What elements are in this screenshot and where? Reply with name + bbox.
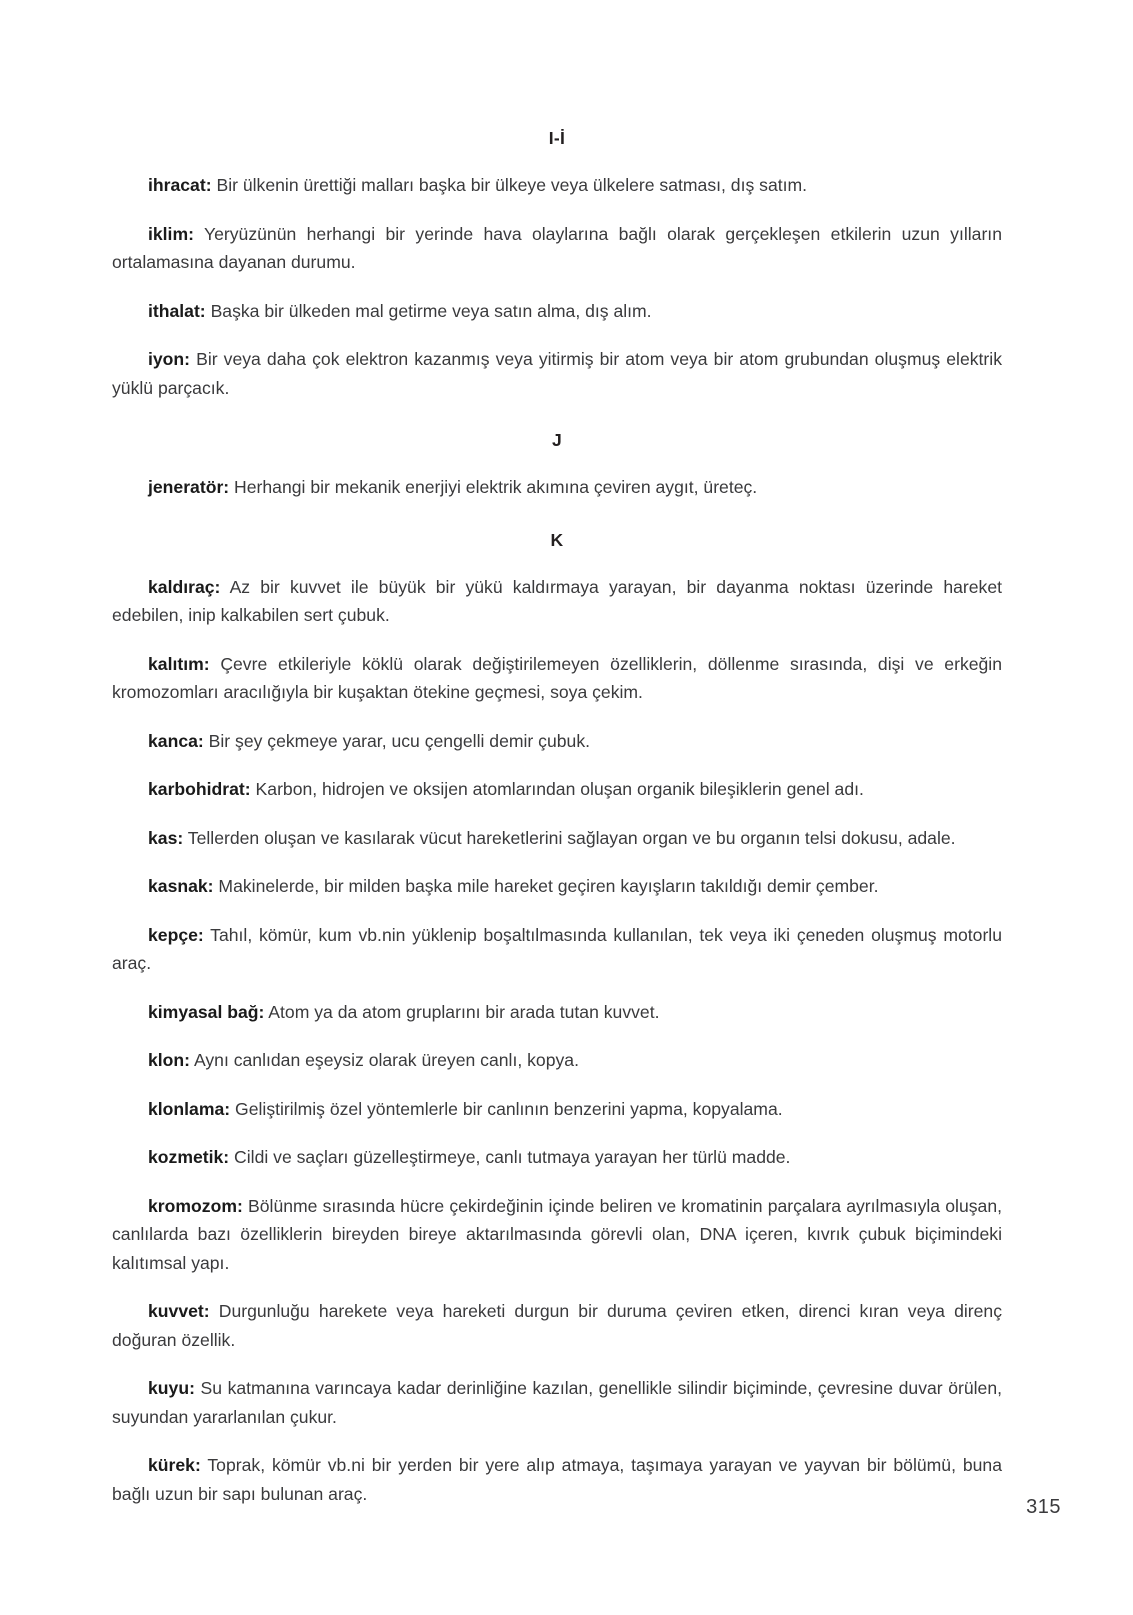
entry-term: klon: bbox=[148, 1050, 191, 1070]
glossary-entry bbox=[112, 872, 1002, 901]
entry-definition: Bir ülkenin ürettiği malları başka bir ülkeye veya ülkelere satması, dış satım. bbox=[216, 175, 808, 195]
entry-definition: Geliştirilmiş özel yöntemlerle bir canlının benzerini yapma, kopyalama. bbox=[235, 1098, 783, 1119]
glossary-entry bbox=[112, 171, 1002, 200]
page-number: 315 bbox=[1026, 1496, 1061, 1518]
glossary-content bbox=[112, 128, 1002, 1508]
glossary-entry bbox=[112, 297, 1002, 326]
entry-term: kanca: bbox=[148, 730, 204, 751]
entry-term: jeneratör: bbox=[148, 477, 230, 497]
entry-definition: Yeryüzünün herhangi bir yerinde hava olaylarına bağlı olarak gerçekleşen etkilerin uzun yılların ortalamasına dayanan durumu. bbox=[112, 223, 1002, 272]
entry-term: kromozom: bbox=[148, 1195, 243, 1216]
entry-definition: Atom ya da atom gruplarını bir arada tutan kuvvet. bbox=[268, 1001, 660, 1022]
entry-term: kaldıraç: bbox=[148, 576, 221, 597]
entry-definition: Az bir kuvvet ile büyük bir yükü kaldırmaya yarayan, bir dayanma noktası üzerinde hareket edebilen, inip kalkabilen sert çubuk. bbox=[112, 576, 1003, 625]
entry-term: iyon: bbox=[148, 349, 191, 369]
entry-definition: Çevre etkileriyle köklü olarak değiştirilemeyen özelliklerin, döllenme sırasında, dişi ve erkeğin kromozomları aracılığıyla bir kuşaktan ötekine geçmesi, soya çekim. bbox=[112, 653, 1003, 702]
entry-term: klonlama: bbox=[148, 1098, 231, 1119]
entry-term: kuyu: bbox=[148, 1378, 195, 1398]
entry-definition: Toprak, kömür vb.ni bir yerden bir yere alıp atmaya, taşımaya yarayan ve yayvan bir bölümü, buna bağlı uzun bir sapı bulunan araç. bbox=[112, 1455, 1003, 1504]
entry-term: iklim: bbox=[148, 223, 194, 244]
entry-definition: Makinelerde, bir milden başka mile hareket geçiren kayışların takıldığı demir çember. bbox=[218, 876, 879, 896]
entry-definition: Tahıl, kömür, kum vb.nin yüklenip boşaltılmasında kullanılan, tek veya iki çeneden oluşmuş motorlu araç. bbox=[112, 924, 1002, 973]
entry-definition: Herhangi bir mekanik enerjiyi elektrik akımına çeviren aygıt, üreteç. bbox=[234, 477, 758, 497]
entry-definition: Tellerden oluşan ve kasılarak vücut hareketlerini sağlayan organ ve bu organın telsi dokusu, adale. bbox=[187, 827, 956, 848]
entry-definition: Cildi ve saçları güzelleştirmeye, canlı tutmaya yarayan her türlü madde. bbox=[234, 1147, 791, 1167]
glossary-entry bbox=[112, 573, 1002, 630]
entry-term: ihracat: bbox=[148, 175, 212, 195]
entry-term: kas: bbox=[148, 827, 184, 848]
section-heading: K bbox=[550, 529, 564, 550]
entry-definition: Bölünme sırasında hücre çekirdeğinin içinde beliren ve kromatinin parçalara ayrılmasıyla oluşan, canlılarda bazı özelliklerin bireyden bireye aktarılmasında görevli olan, DNA içeren, kıvrık çubuk biçimindeki kalıtımsal yapı. bbox=[112, 1195, 1002, 1273]
glossary-entry bbox=[112, 998, 1002, 1027]
entry-term: karbohidrat: bbox=[148, 779, 251, 799]
glossary-entry bbox=[112, 1374, 1002, 1431]
entry-term: kasnak: bbox=[148, 876, 214, 896]
glossary-entry bbox=[112, 220, 1002, 277]
entry-definition: Durgunluğu harekete veya hareketi durgun bir duruma çeviren etken, direnci kıran veya direnç doğuran özellik. bbox=[112, 1301, 1002, 1350]
entry-term: kimyasal bağ: bbox=[148, 1001, 265, 1022]
entry-term: kalıtım: bbox=[148, 653, 210, 674]
entry-definition: Bir şey çekmeye yarar, ucu çengelli demir çubuk. bbox=[208, 730, 590, 751]
entry-term: kürek: bbox=[148, 1455, 201, 1475]
section-heading: J bbox=[551, 430, 563, 450]
glossary-entry bbox=[112, 824, 1002, 853]
glossary-entry bbox=[112, 1143, 1002, 1172]
glossary-entry bbox=[112, 921, 1002, 978]
entry-term: kuvvet: bbox=[148, 1301, 210, 1321]
entry-term: ithalat: bbox=[148, 300, 206, 321]
glossary-entry bbox=[112, 1451, 1002, 1508]
glossary-entry bbox=[112, 1192, 1002, 1278]
entry-term: kepçe: bbox=[148, 924, 204, 945]
glossary-entry bbox=[112, 473, 1002, 502]
entry-definition: Aynı canlıdan eşeysiz olarak üreyen canlı, kopya. bbox=[193, 1050, 579, 1070]
entry-definition: Bir veya daha çok elektron kazanmış veya yitirmiş bir atom veya bir atom grubundan oluşmuş elektrik yüklü parçacık. bbox=[112, 349, 1002, 398]
section-heading: I-İ bbox=[548, 128, 566, 148]
entry-term: kozmetik: bbox=[148, 1147, 230, 1167]
glossary-entry bbox=[112, 727, 1002, 756]
glossary-entry bbox=[112, 1046, 1002, 1075]
glossary-entry bbox=[112, 650, 1002, 707]
glossary-entry bbox=[112, 1095, 1002, 1124]
entry-definition: Su katmanına varıncaya kadar derinliğine kazılan, genellikle silindir biçiminde, çevresine duvar örülen, suyundan yararlanılan çukur. bbox=[112, 1378, 1002, 1427]
entry-definition: Başka bir ülkeden mal getirme veya satın alma, dış alım. bbox=[210, 300, 652, 321]
glossary-entry bbox=[112, 345, 1002, 402]
entry-definition: Karbon, hidrojen ve oksijen atomlarından oluşan organik bileşiklerin genel adı. bbox=[255, 779, 864, 799]
glossary-entry bbox=[112, 775, 1002, 804]
glossary-entry bbox=[112, 1297, 1002, 1354]
